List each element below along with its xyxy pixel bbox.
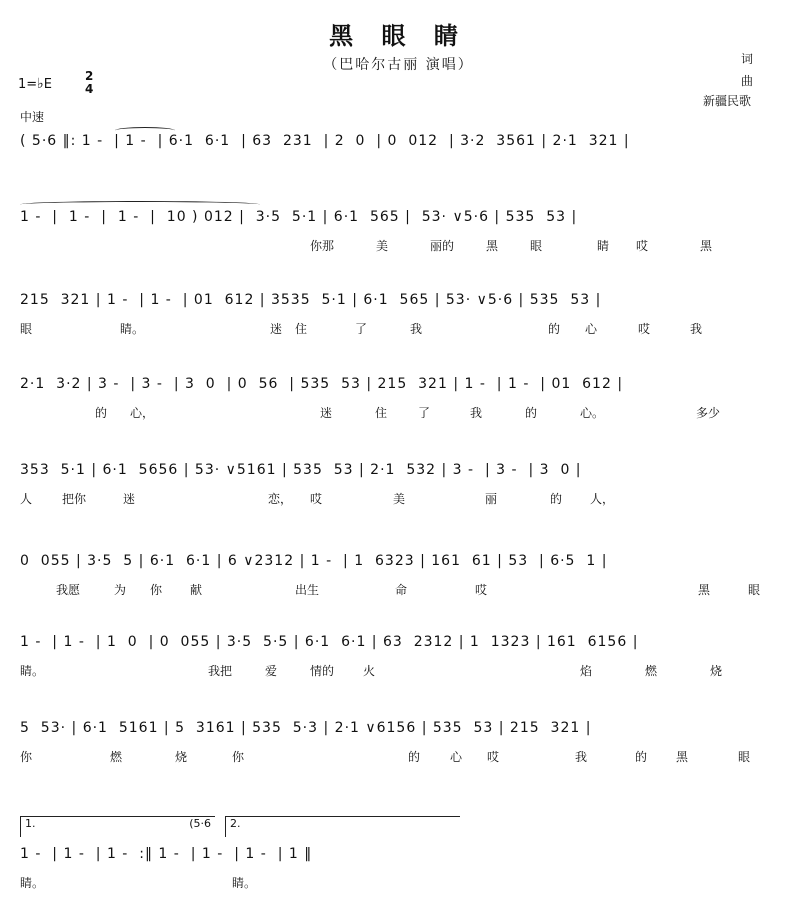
- lyric-syllable: 多少: [696, 406, 721, 420]
- lyric-syllable: 我: [470, 406, 483, 420]
- lyric-syllable: 住: [375, 406, 388, 420]
- lyric-syllable: 丽的: [430, 239, 455, 253]
- score-row-8: [20, 720, 780, 780]
- lyric-syllable: 心。: [580, 406, 605, 420]
- lyric-syllable: 我愿: [56, 583, 81, 597]
- lyric-syllable: 为: [114, 583, 127, 597]
- pickup-notes: (5·6: [189, 817, 211, 830]
- lyric-syllable: 黑: [676, 750, 689, 764]
- notes-line: 2·1 3·2 | 3 - | 3 - | 3 0 | 0 56 | 535 53 | 215 321 | 1 - | 1 - | 01 612 |: [20, 376, 624, 392]
- lyric-syllable: 黑: [698, 583, 711, 597]
- lyric-syllable: 眼: [530, 239, 543, 253]
- lyric-syllable: 美: [393, 492, 406, 506]
- lyric-syllable: 心: [585, 322, 598, 336]
- lyric-syllable: 心: [450, 750, 463, 764]
- notes-line: 1 - | 1 - | 1 0 | 0 055 | 3·5 5·5 | 6·1 6·1 | 63 2312 | 1 1323 | 161 6156 |: [20, 634, 639, 650]
- first-ending-bracket: [20, 816, 215, 837]
- lyric-syllable: 心，: [130, 406, 155, 420]
- lyric-syllable: 你那: [310, 239, 335, 253]
- lyric-syllable: 你: [150, 583, 163, 597]
- time-denominator: 4: [85, 82, 94, 96]
- lyric-syllable: 眼: [20, 322, 33, 336]
- lyric-syllable: 迷: [320, 406, 333, 420]
- lyric-syllable: 我: [410, 322, 423, 336]
- score-row-4: [20, 376, 780, 436]
- second-ending-bracket: [225, 816, 460, 837]
- song-title: 黑 眼 睛: [329, 22, 468, 50]
- lyric-syllable: 眼: [738, 750, 751, 764]
- notes-line: ( 5·6 ‖: 1 - | 1 - | 6·1 6·1 | 63 231 | 2 0 | 0 012 | 3·2 3561 | 2·1 321 |: [20, 133, 630, 149]
- second-ending-label: 2.: [230, 817, 241, 830]
- score-row-1: [20, 133, 780, 193]
- lyric-syllable: 献: [190, 583, 203, 597]
- lyric-syllable: 命: [395, 583, 408, 597]
- lyric-syllable: 我把: [208, 664, 233, 678]
- lyric-syllable: 迷: [270, 322, 283, 336]
- notes-line: 353 5·1 | 6·1 5656 | 53· ∨5161 | 535 53 | 2·1 532 | 3 - | 3 - | 3 0 |: [20, 462, 582, 478]
- lyric-syllable: 睛。: [232, 876, 257, 890]
- lyric-syllable: 睛。: [120, 322, 145, 336]
- lyric-syllable: 爱: [265, 664, 278, 678]
- lyric-syllable: 你: [232, 750, 245, 764]
- score-row-2: [20, 209, 780, 269]
- lyric-syllable: 黑: [486, 239, 499, 253]
- score-row-9: [20, 817, 780, 906]
- lyric-syllable: 的: [525, 406, 538, 420]
- lyric-syllable: 哎: [487, 750, 500, 764]
- lyric-syllable: 燃: [110, 750, 123, 764]
- lyric-syllable: 的: [408, 750, 421, 764]
- lyric-syllable: 人，: [590, 492, 615, 506]
- lyric-syllable: 烧: [710, 664, 723, 678]
- lyric-syllable: 美: [376, 239, 389, 253]
- lyric-syllable: 住: [295, 322, 308, 336]
- first-ending-label: 1.: [25, 817, 36, 830]
- lyric-syllable: 出生: [295, 583, 320, 597]
- lyric-syllable: 眼: [748, 583, 761, 597]
- key-prefix: 1=: [18, 77, 38, 92]
- lyric-syllable: 哎: [636, 239, 649, 253]
- notes-line: 1 - | 1 - | 1 - | 10 ) 012 | 3·5 5·1 | 6·1 565 | 53· ∨5·6 | 535 53 |: [20, 209, 578, 225]
- key-note: E: [43, 77, 52, 92]
- slur: [20, 201, 260, 208]
- notes-line: 1 - | 1 - | 1 - :‖ 1 - | 1 - | 1 - | 1 ‖: [20, 846, 313, 862]
- flat-sign: ♭: [37, 76, 44, 92]
- lyric-syllable: 火: [363, 664, 376, 678]
- lyric-syllable: 了: [355, 322, 368, 336]
- notes-line: 5 53· | 6·1 5161 | 5 3161 | 535 5·3 | 2·1 ∨6156 | 535 53 | 215 321 |: [20, 720, 592, 736]
- lyric-syllable: 我: [575, 750, 588, 764]
- tempo-marking: 中速: [20, 110, 45, 124]
- lyricist-credit: 词: [741, 52, 754, 66]
- lyric-syllable: 黑: [700, 239, 713, 253]
- lyric-syllable: 恋，: [268, 492, 293, 506]
- lyric-syllable: 我: [690, 322, 703, 336]
- score-row-5: [20, 462, 780, 522]
- time-numerator: 2: [85, 69, 94, 83]
- lyric-syllable: 迷: [123, 492, 136, 506]
- composer-credit: 曲: [741, 74, 754, 88]
- lyric-syllable: 人: [20, 492, 33, 506]
- performer-credit: （巴哈尔古丽 演唱）: [323, 57, 474, 73]
- lyric-syllable: 把你: [62, 492, 87, 506]
- lyric-syllable: 情的: [310, 664, 335, 678]
- time-signature: [85, 70, 93, 96]
- lyric-syllable: 哎: [638, 322, 651, 336]
- lyric-syllable: 烧: [175, 750, 188, 764]
- lyric-syllable: 睛。: [20, 876, 45, 890]
- score-row-7: [20, 634, 780, 694]
- notes-line: 0 055 | 3·5 5 | 6·1 6·1 | 6 ∨2312 | 1 - | 1 6323 | 161 61 | 53 | 6·5 1 |: [20, 553, 608, 569]
- lyric-syllable: 你: [20, 750, 33, 764]
- lyric-syllable: 睛。: [20, 664, 45, 678]
- lyric-syllable: 哎: [310, 492, 323, 506]
- lyric-syllable: 的: [550, 492, 563, 506]
- lyric-syllable: 哎: [475, 583, 488, 597]
- lyric-syllable: 燃: [645, 664, 658, 678]
- source-credit: 新疆民歌: [703, 94, 752, 108]
- lyric-syllable: 焰: [580, 664, 593, 678]
- lyric-syllable: 的: [635, 750, 648, 764]
- notes-line: 215 321 | 1 - | 1 - | 01 612 | 3535 5·1 | 6·1 565 | 53· ∨5·6 | 535 53 |: [20, 292, 602, 308]
- lyric-syllable: 的: [548, 322, 561, 336]
- key-signature: [18, 76, 52, 92]
- lyric-syllable: 的: [95, 406, 108, 420]
- lyric-syllable: 睛: [597, 239, 610, 253]
- score-row-6: [20, 553, 780, 613]
- score-row-3: [20, 292, 780, 352]
- lyric-syllable: 丽: [485, 492, 498, 506]
- lyric-syllable: 了: [418, 406, 431, 420]
